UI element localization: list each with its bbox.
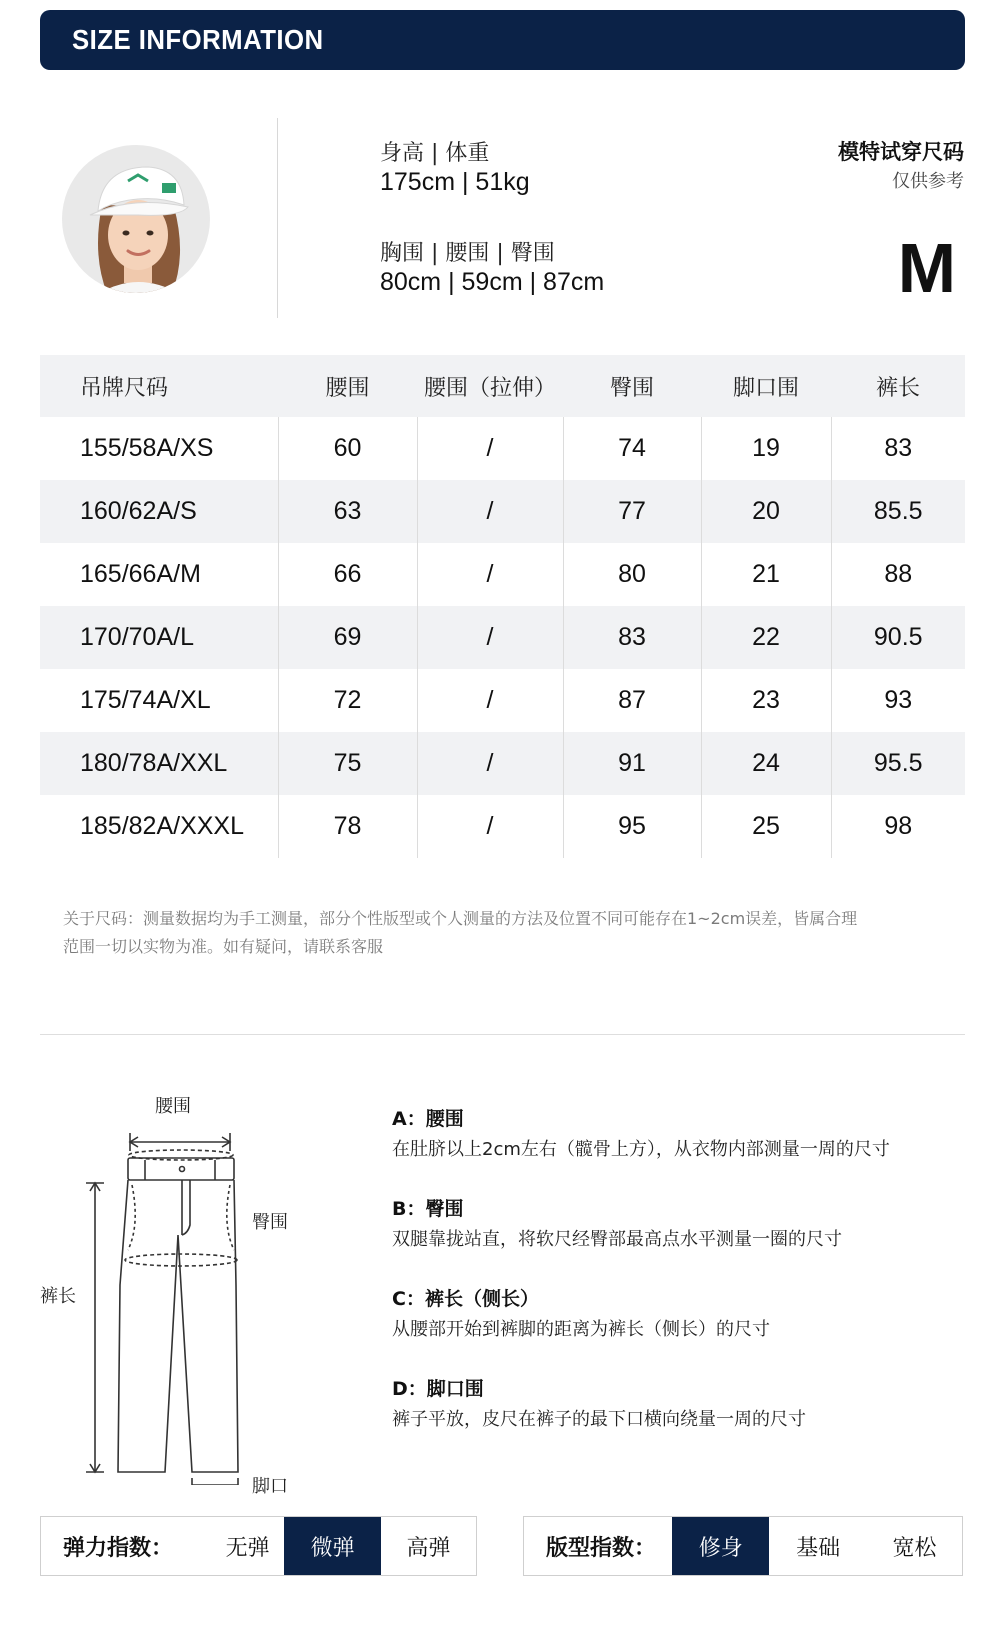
definition-desc-waist: 在肚脐以上2cm左右（髋骨上方），从衣物内部测量一周的尺寸 <box>392 1139 890 1160</box>
diagram-label-hip: 臀围 <box>252 1212 288 1233</box>
height-weight-label: 身高 | 体重 <box>380 141 490 166</box>
definition-desc-hip: 双腿靠拢站直，将软尺经臀部最高点水平测量一圈的尺寸 <box>392 1229 842 1250</box>
table-cell: 185/82A/XXXL <box>80 812 245 840</box>
diagram-label-hem: 脚口 <box>252 1476 288 1497</box>
diagram-label-waist: 腰围 <box>155 1096 191 1117</box>
elasticity-option-none: 无弹 <box>225 1535 270 1561</box>
table-cell: 20 <box>701 480 831 543</box>
height-weight-value: 175cm | 51kg <box>380 168 530 196</box>
table-cell: 98 <box>831 795 965 858</box>
table-cell: 78 <box>278 795 417 858</box>
table-cell: 83 <box>831 417 965 480</box>
fit-size-note: 仅供参考 <box>892 171 964 192</box>
header-hem: 脚口围 <box>701 355 831 417</box>
table-cell: 80 <box>563 543 701 606</box>
fit-index-title: 版型指数： <box>546 1535 657 1561</box>
header-tag-size: 吊牌尺码 <box>40 355 278 417</box>
table-cell: 95 <box>563 795 701 858</box>
definition-title-hip: B：臀围 <box>392 1198 464 1220</box>
fit-index <box>523 1516 963 1576</box>
table-row <box>40 543 965 606</box>
elasticity-index <box>40 1516 477 1576</box>
size-note-line: 范围一切以实物为准。如有疑问，请联系客服 <box>63 937 384 956</box>
fit-size-value: M <box>897 229 956 307</box>
table-cell: 66 <box>278 543 417 606</box>
table-cell: 69 <box>278 606 417 669</box>
table-cell: 85.5 <box>831 480 965 543</box>
elasticity-option-high: 高弹 <box>406 1535 451 1561</box>
table-row <box>40 606 965 669</box>
table-cell: 90.5 <box>831 606 965 669</box>
table-row <box>40 732 965 795</box>
table-cell: 87 <box>563 669 701 732</box>
table-cell: 93 <box>831 669 965 732</box>
size-note <box>63 905 963 961</box>
header-waist: 腰围 <box>278 355 417 417</box>
table-cell: 72 <box>278 669 417 732</box>
table-cell: 19 <box>701 417 831 480</box>
table-cell: / <box>417 795 563 858</box>
fit-option-loose: 宽松 <box>892 1535 937 1561</box>
fit-option-regular: 基础 <box>796 1535 841 1561</box>
model-divider <box>277 118 278 318</box>
table-cell: 63 <box>278 480 417 543</box>
table-row <box>40 480 965 543</box>
header-waist-stretch: 腰围（拉伸） <box>417 355 563 417</box>
table-cell: 75 <box>278 732 417 795</box>
table-cell: / <box>417 417 563 480</box>
table-cell: 24 <box>701 732 831 795</box>
table-cell: 170/70A/L <box>40 606 278 669</box>
table-row <box>40 669 965 732</box>
table-cell: / <box>417 543 563 606</box>
table-cell: 175/74A/XL <box>80 686 211 714</box>
size-table <box>40 355 965 858</box>
elasticity-option-slight: 微弹 <box>284 1517 381 1575</box>
table-cell: 165/66A/M <box>80 560 201 588</box>
definition-title-hem: D：脚口围 <box>392 1378 484 1400</box>
measurements-value: 80cm | 59cm | 87cm <box>380 268 605 296</box>
table-cell: 77 <box>563 480 701 543</box>
fit-size-title: 模特试穿尺码 <box>838 140 964 164</box>
diagram-label-length: 裤长 <box>40 1286 76 1307</box>
table-cell: / <box>417 732 563 795</box>
table-row <box>40 795 965 858</box>
definition-title-length: C：裤长（侧长） <box>392 1288 539 1310</box>
header-hip: 臀围 <box>563 355 701 417</box>
measurements-label: 胸围 | 腰围 | 臀围 <box>380 241 555 266</box>
model-avatar <box>62 145 210 293</box>
header-bar <box>40 10 965 70</box>
header-title: SIZE INFORMATION <box>72 24 324 55</box>
definition-desc-length: 从腰部开始到裤脚的距离为裤长（侧长）的尺寸 <box>392 1319 770 1340</box>
table-cell: 22 <box>701 606 831 669</box>
table-cell: 95.5 <box>831 732 965 795</box>
table-cell: / <box>417 606 563 669</box>
table-cell: 88 <box>831 543 965 606</box>
size-note-line: 关于尺码：测量数据均为手工测量，部分个性版型或个人测量的方法及位置不同可能存在1~2cm误差，皆属合理 <box>63 909 858 928</box>
table-cell: 25 <box>701 795 831 858</box>
table-header-row <box>40 355 965 417</box>
table-cell: 91 <box>563 732 701 795</box>
table-cell: 180/78A/XXL <box>40 732 278 795</box>
header-length: 裤长 <box>831 355 965 417</box>
fit-option-slim: 修身 <box>672 1517 769 1575</box>
table-cell: 23 <box>701 669 831 732</box>
table-cell: / <box>417 669 563 732</box>
table-row <box>40 417 965 480</box>
table-cell: 60 <box>278 417 417 480</box>
definition-desc-hem: 裤子平放，皮尺在裤子的最下口横向绕量一周的尺寸 <box>392 1409 806 1430</box>
definition-title-waist: A：腰围 <box>392 1108 464 1130</box>
table-cell: / <box>417 480 563 543</box>
table-cell: 21 <box>701 543 831 606</box>
table-cell: 83 <box>563 606 701 669</box>
section-divider <box>40 1034 965 1035</box>
table-cell: 160/62A/S <box>40 480 278 543</box>
table-cell: 74 <box>563 417 701 480</box>
elasticity-title: 弹力指数： <box>63 1535 174 1561</box>
table-cell: 155/58A/XS <box>80 434 214 462</box>
